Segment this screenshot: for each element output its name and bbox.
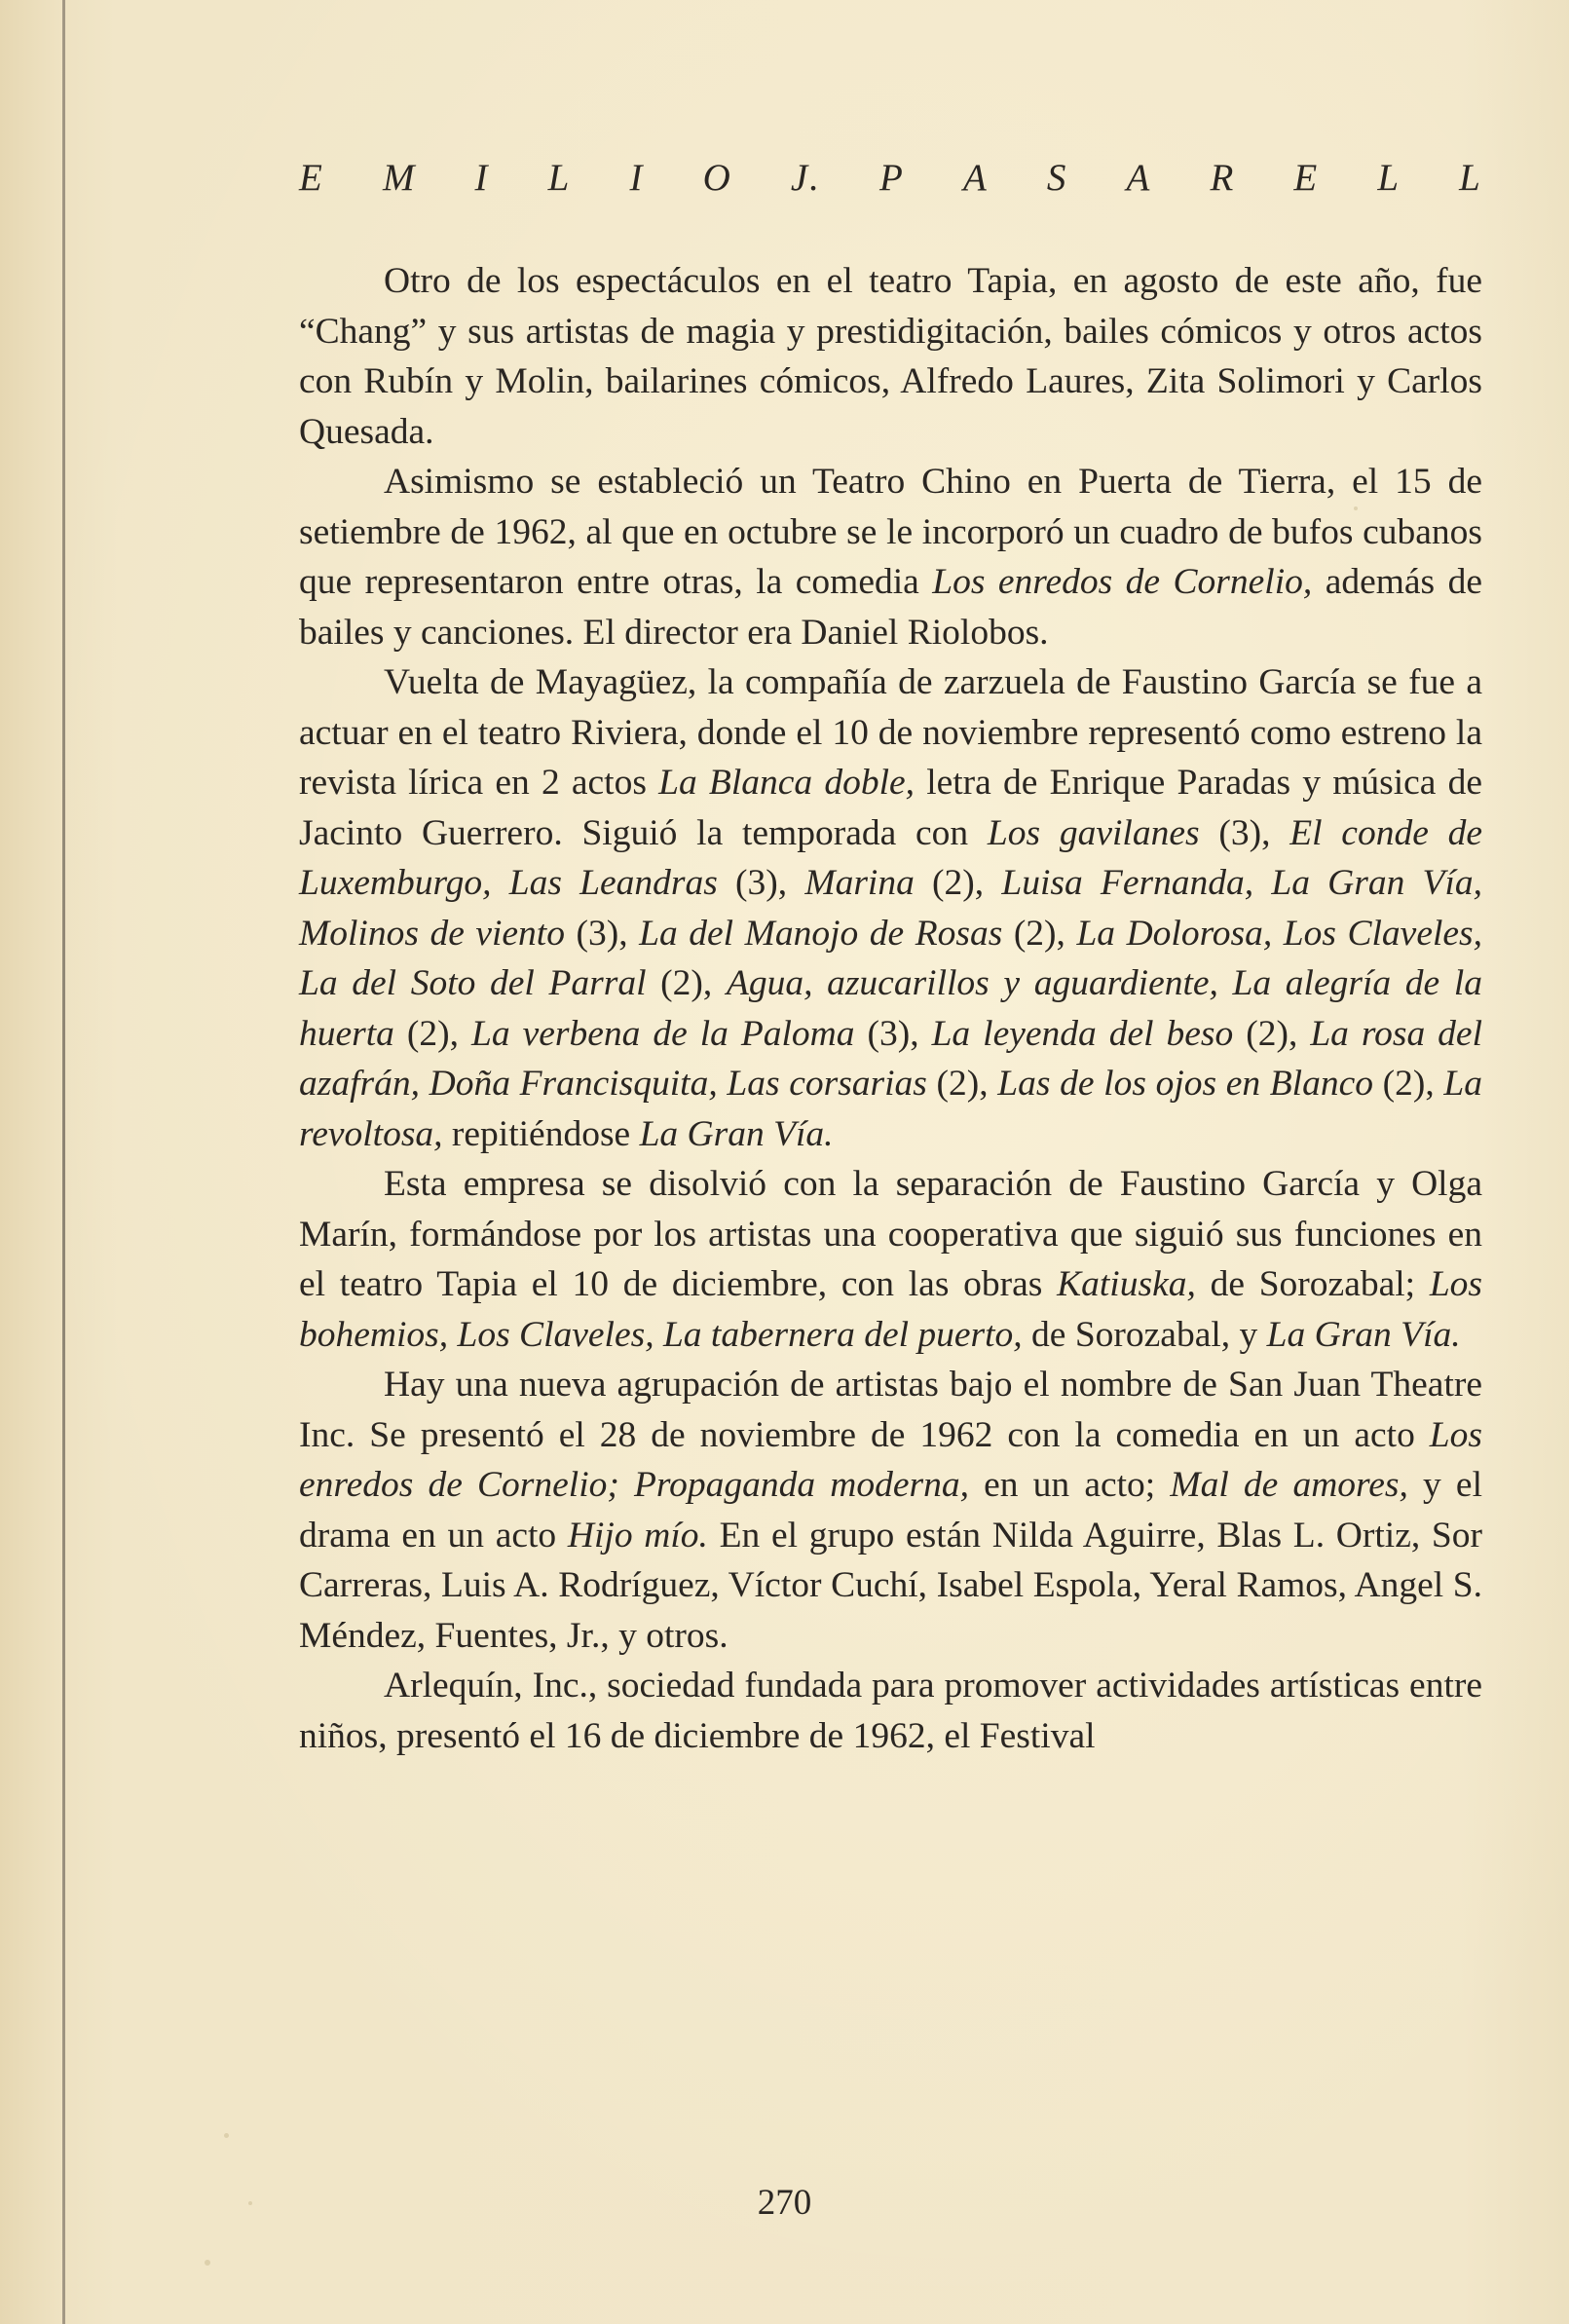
text-run: Asimismo se estableció un Teatro Chino en Puerta de Tierra, el 15 de setiembre de 1962, al que en octubre se le incorporó un cuadro de bufos cubanos que representaron entre otras, la comedia <box>299 462 1482 602</box>
text-run: (3), <box>564 913 640 954</box>
italic-title-run: La Gran Vía. <box>1266 1314 1461 1355</box>
running-head-letter: L <box>547 157 572 199</box>
paragraph <box>299 457 1482 657</box>
italic-title-run: Los enredos de Cornelio, <box>932 562 1313 602</box>
italic-title-run: El conde de Luxemburgo, Las Leandras <box>299 812 1482 903</box>
italic-title-run: Los bohemios, Los Claveles, La tabernera del puerto, <box>299 1264 1483 1355</box>
text-run: (2), <box>1233 1013 1311 1054</box>
paper-speck <box>224 2133 229 2138</box>
paper-speck <box>1354 506 1358 510</box>
running-head-letter: E <box>1293 157 1320 199</box>
page-number: 270 <box>757 2183 812 2223</box>
text-run: (2), <box>926 1064 998 1104</box>
text-run: (2), <box>646 963 727 1003</box>
italic-title-run: Marina <box>804 863 915 903</box>
text-run: además de bailes y canciones. El director era Daniel Riolobos. <box>299 562 1483 653</box>
italic-title-run: La leyenda del beso <box>931 1013 1234 1054</box>
italic-title-run: Las de los ojos en Blanco <box>997 1064 1373 1104</box>
text-run: (3), <box>717 863 805 903</box>
italic-title-run: La Dolorosa, Los Claveles, La del Soto del Parral <box>299 913 1482 1003</box>
text-run: (2), <box>393 1013 471 1054</box>
text-run: (2), <box>1002 913 1077 954</box>
text-run: letra de Enrique Paradas y música de Jacinto Guerrero. Siguió la temporada con <box>299 763 1483 853</box>
binding-shadow <box>0 0 62 2324</box>
running-head-letter: S <box>1046 157 1068 199</box>
italic-title-run: Luisa Fernanda, La Gran Vía, Molinos de viento <box>299 863 1482 954</box>
paper-speck <box>248 2201 252 2205</box>
italic-title-run: Hijo mío. <box>567 1515 708 1556</box>
italic-title-run: Katiuska, <box>1057 1264 1196 1304</box>
italic-title-run: Agua, azucarillos y aguardiente, La alegría de la huerta <box>299 963 1482 1054</box>
paragraph <box>299 1661 1482 1761</box>
paragraph <box>299 657 1482 1159</box>
italic-title-run: La revoltosa, <box>299 1064 1482 1154</box>
running-head-letter: I <box>474 157 490 199</box>
text-run: Arlequín, Inc., sociedad fundada para promover actividades artísticas entre niños, presentó el 16 de diciembre de 1962, el Festival <box>299 1666 1482 1756</box>
text-run: Otro de los espectáculos en el teatro Tapia, en agosto de este año, fue “Chang” y sus artistas de magia y prestidigitación, bailes cómicos y otros actos con Rubín y Molin, bailarines cómicos, Alfredo Laures, Zita Solimori y Carlos Quesada. <box>299 261 1482 452</box>
text-run: Hay una nueva agrupación de artistas bajo el nombre de San Juan Theatre Inc. Se presentó el 28 de noviembre de 1962 con la comedia en un acto <box>299 1365 1482 1455</box>
italic-title-run: La del Manojo de Rosas <box>639 913 1003 954</box>
italic-title-run: Los enredos de Cornelio; Propaganda moderna, <box>299 1414 1482 1505</box>
text-run: y el drama en un acto <box>299 1465 1482 1556</box>
text-run: (3), <box>1199 812 1290 853</box>
text-run: En el grupo están Nilda Aguirre, Blas L. Ortiz, Sor Carreras, Luis A. Rodríguez, Víctor Cuchí, Isabel Espola, Yeral Ramos, Angel S. Méndez, Fuentes, Jr., y otros. <box>299 1515 1483 1656</box>
paragraph <box>299 256 1482 457</box>
running-head-letter: A <box>962 157 989 199</box>
running-head <box>299 156 1482 200</box>
text-run: Esta empresa se disolvió con la separación de Faustino García y Olga Marín, formándose por los artistas una cooperativa que siguió sus funciones en el teatro Tapia el 10 de diciembre, con las obras <box>299 1164 1482 1304</box>
text-run: Vuelta de Mayagüez, la compañía de zarzuela de Faustino García se fue a actuar en el teatro Riviera, donde el 10 de noviembre representó como estreno la revista lírica en 2 actos <box>299 662 1482 803</box>
text-run: repitiéndose <box>442 1113 640 1154</box>
body-text <box>299 256 1482 1761</box>
running-head-letter: L <box>1459 157 1482 199</box>
running-head-letter: O <box>702 157 732 199</box>
italic-title-run: La Gran Vía. <box>639 1113 834 1154</box>
binding-edge <box>62 0 65 2324</box>
italic-title-run: Los gavilanes <box>987 812 1200 853</box>
running-head-letter: E <box>299 157 324 199</box>
running-head-letter: L <box>1377 157 1401 199</box>
text-run: (2), <box>914 863 1002 903</box>
running-head-letter: I <box>629 157 645 199</box>
italic-title-run: La Blanca doble, <box>658 763 915 803</box>
running-head-letter: A <box>1126 157 1152 199</box>
text-run: en un acto; <box>968 1465 1171 1505</box>
paragraph <box>299 1159 1482 1360</box>
text-run: de Sorozabal; <box>1195 1264 1430 1304</box>
text-run: de Sorozabal, y <box>1022 1314 1267 1355</box>
italic-title-run: La rosa del azafrán, Doña Francisquita, Las corsarias <box>299 1013 1482 1104</box>
italic-title-run: Mal de amores, <box>1170 1465 1408 1505</box>
text-run: (3), <box>854 1013 932 1054</box>
running-head-letter: R <box>1210 157 1236 199</box>
running-head-letter: M <box>382 157 417 199</box>
paper-speck <box>205 2260 210 2266</box>
running-head-letter: P <box>879 157 905 199</box>
text-run: (2), <box>1372 1064 1444 1104</box>
italic-title-run: La verbena de la Paloma <box>470 1013 855 1054</box>
running-head-letter: J. <box>790 157 821 199</box>
paragraph <box>299 1360 1482 1661</box>
